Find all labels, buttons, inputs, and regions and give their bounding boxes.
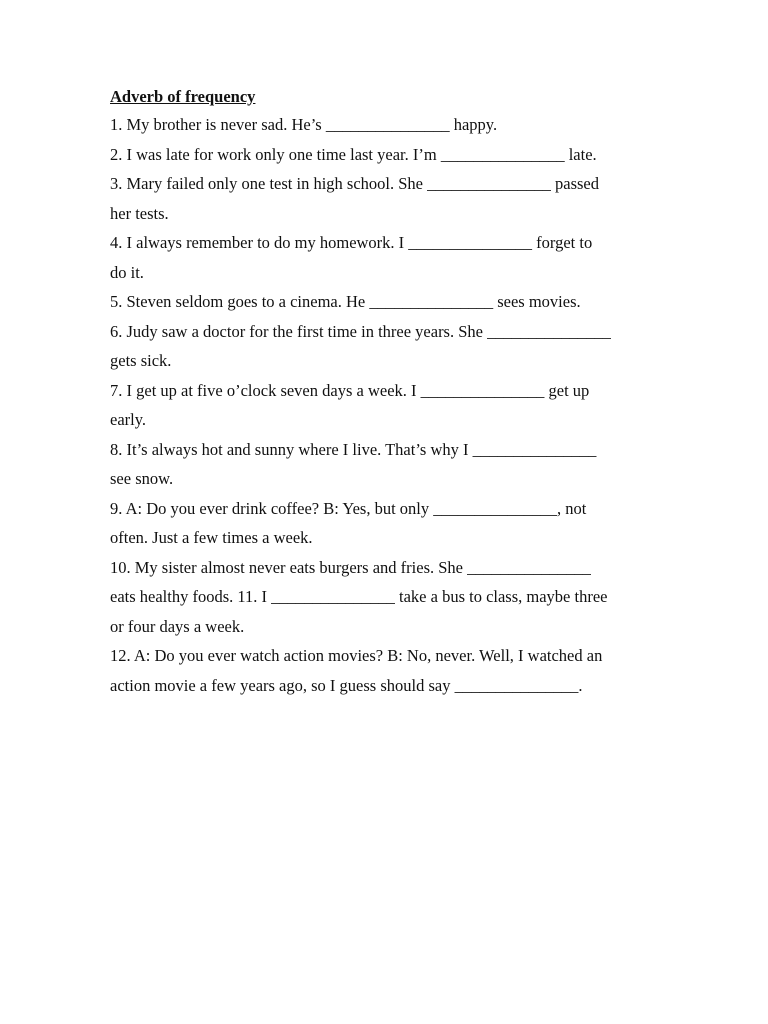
exercise-line: or four days a week. bbox=[110, 616, 245, 636]
exercise-line: 7. I get up at five o’clock seven days a week. I _______________ get up bbox=[110, 380, 590, 400]
exercise-line: 6. Judy saw a doctor for the first time in three years. She _______________ bbox=[110, 321, 611, 341]
exercise-line: gets sick. bbox=[110, 351, 172, 370]
worksheet bbox=[110, 84, 670, 700]
exercise-lines bbox=[110, 110, 670, 700]
exercise-line: 4. I always remember to do my homework. I _______________ forget to bbox=[110, 233, 593, 252]
exercise-line: eats healthy foods. 11. I _______________ take a bus to class, maybe three bbox=[110, 587, 608, 606]
exercise-line: 5. Steven seldom goes to a cinema. He _______________ sees movies. bbox=[110, 292, 581, 311]
exercise-line: do it. bbox=[110, 262, 144, 282]
exercise-line: early. bbox=[110, 410, 147, 429]
exercise-line: 10. My sister almost never eats burgers and fries. She _______________ bbox=[110, 557, 591, 577]
exercise-line: her tests. bbox=[110, 203, 169, 223]
exercise-line: 12. A: Do you ever watch action movies? B: No, never. Well, I watched an bbox=[110, 646, 603, 665]
exercise-line: 9. A: Do you ever drink coffee? B: Yes, but only _______________, not bbox=[110, 498, 587, 518]
exercise-line: 1. My brother is never sad. He’s _______________ happy. bbox=[110, 115, 498, 134]
exercise-line: 2. I was late for work only one time last year. I’m _______________ late. bbox=[110, 144, 597, 164]
exercise-line: action movie a few years ago, so I guess should say _______________. bbox=[110, 675, 583, 695]
exercise-line: often. Just a few times a week. bbox=[110, 528, 313, 547]
worksheet-title: Adverb of frequency bbox=[110, 87, 256, 106]
exercise-line: see snow. bbox=[110, 469, 174, 488]
exercise-line: 8. It’s always hot and sunny where I live. That’s why I _______________ bbox=[110, 439, 597, 459]
exercise-line: 3. Mary failed only one test in high school. She _______________ passed bbox=[110, 174, 599, 193]
